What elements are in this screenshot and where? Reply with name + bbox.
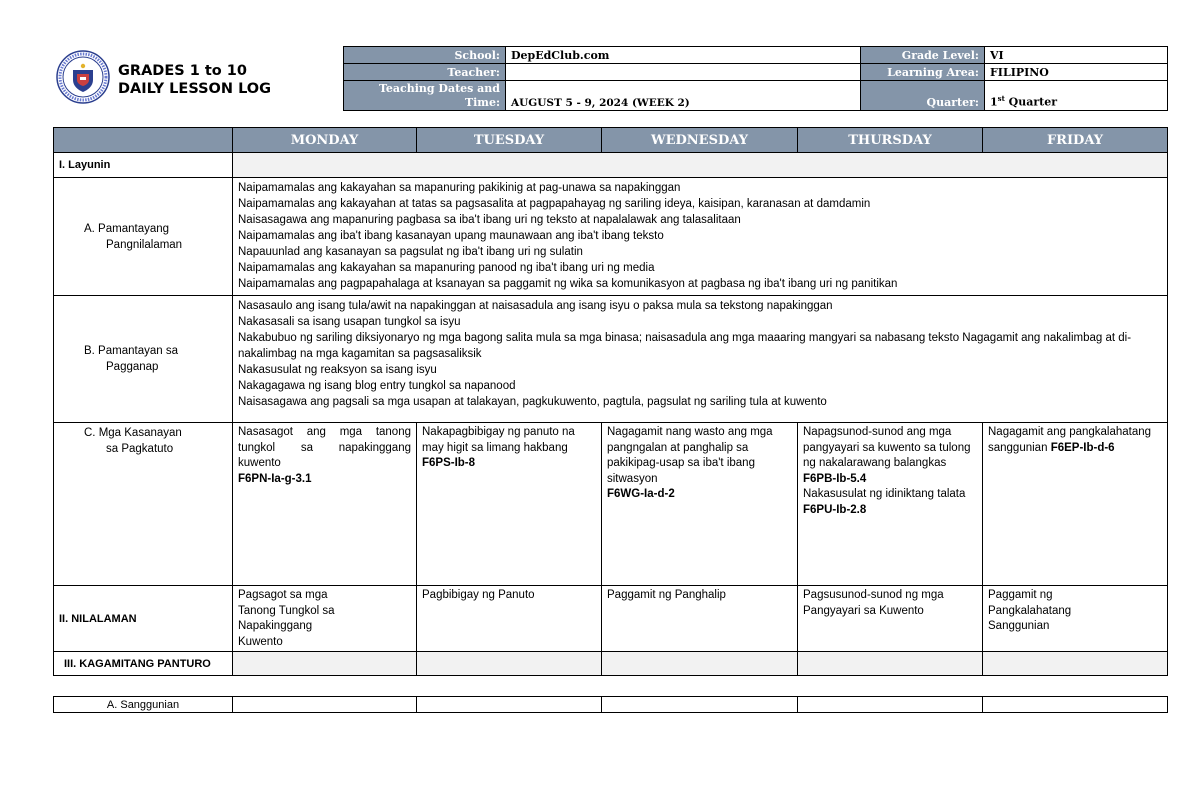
kagamitan-row xyxy=(54,652,1168,676)
day-header-monday: MONDAY xyxy=(233,128,417,153)
day-header-wednesday: WEDNESDAY xyxy=(602,128,798,153)
pamantayang-item: Naipamamalas ang kakayahan sa mapanuring panood ng iba't ibang uri ng media xyxy=(238,262,655,274)
kasanayan-tuesday xyxy=(417,423,602,586)
pagganap-item: Nakagagawa ng isang blog entry tungkol sa napanood xyxy=(238,380,516,392)
kasanayan-label xyxy=(54,423,233,586)
kasanayan-monday-code: F6PN-Ia-g-3.1 xyxy=(238,472,312,485)
pagganap-item: Naisasagawa ang pagsali sa mga usapan at talakayan, pagkukuwento, pagtula, pagsulat ng sariling tula at kuwento xyxy=(238,396,827,408)
sanggunian-wednesday xyxy=(602,697,798,713)
layunin-label: I. Layunin xyxy=(54,153,233,178)
pagganap-item: Nasasaulo ang isang tula/awit na napakinggan at naisasadula ang isang isyu o paksa mula sa tekstong napakinggan xyxy=(238,300,833,312)
nilalaman-tuesday: Pagbibigay ng Panuto xyxy=(417,586,602,652)
daily-lesson-log-table xyxy=(53,127,1168,676)
grade-level-label: Grade Level: xyxy=(861,47,985,64)
teaching-dates-label-line1: Teaching Dates and xyxy=(378,81,500,95)
pamantayang-item: Naisasagawa ang mapanuring pagbasa sa iba't ibang uri ng teksto at napalalawak ang talasalitaan xyxy=(238,214,741,226)
kasanayan-label-line1: C. Mga Kasanayan xyxy=(84,427,182,439)
kasanayan-label-line2: sa Pagkatuto xyxy=(106,443,174,455)
kagamitan-tuesday xyxy=(417,652,602,676)
kasanayan-monday xyxy=(233,423,417,586)
quarter-number: 1 xyxy=(990,96,998,109)
learning-area-label: Learning Area: xyxy=(861,64,985,81)
nilalaman-label: II. NILALAMAN xyxy=(54,586,233,652)
teaching-dates-label xyxy=(344,81,506,111)
title-line-2: DAILY LESSON LOG xyxy=(118,81,272,97)
nilalaman-monday: Pagsagot sa mga Tanong Tungkol sa Napakinggang Kuwento xyxy=(233,586,417,652)
kagamitan-thursday xyxy=(798,652,983,676)
kasanayan-tuesday-text: Nakapagbibigay ng panuto na may higit sa limang hakbang xyxy=(422,426,575,454)
nilalaman-thursday: Pagsusunod-sunod ng mga Pangyayari sa Kuwento xyxy=(798,586,983,652)
pagganap-item: Nakasasali sa isang usapan tungkol sa isyu xyxy=(238,316,461,328)
kasanayan-wednesday xyxy=(602,423,798,586)
teacher-value xyxy=(506,64,861,81)
pagganap-item: Nakabubuo ng sariling diksiyonaryo ng mga bagong salita mula sa mga binasa; naisasadula ang mga maaaring mangyari sa nabasang teksto Nagagamit ang nakalimbag at di-nakalimbag na mga kagamitan sa pagsasaliksik xyxy=(238,332,1132,360)
school-info-table xyxy=(343,46,1168,111)
pamantayan-pagganap-label xyxy=(54,296,233,423)
nilalaman-wednesday: Paggamit ng Panghalip xyxy=(602,586,798,652)
pagganap-item: Nakasusulat ng reaksyon sa isang isyu xyxy=(238,364,437,376)
quarter-label: Quarter: xyxy=(861,81,985,111)
quarter-value xyxy=(985,81,1168,111)
kasanayan-tuesday-code: F6PS-Ib-8 xyxy=(422,457,476,469)
deped-seal-icon xyxy=(56,50,110,104)
sanggunian-tuesday xyxy=(417,697,602,713)
pamantayang-pangnilalaman-row xyxy=(54,178,1168,296)
pamantayan-pagganap-row xyxy=(54,296,1168,423)
pamantayang-item: Naipamamalas ang kakayahan sa mapanuring pakikinig at pag-unawa sa napakinggan xyxy=(238,182,681,194)
day-header-blank xyxy=(54,128,233,153)
grade-level-value: VI xyxy=(985,47,1168,64)
teacher-label: Teacher: xyxy=(344,64,506,81)
kasanayan-row xyxy=(54,423,1168,586)
pamantayang-label-line2: Pangnilalaman xyxy=(106,238,183,251)
layunin-row xyxy=(54,153,1168,178)
kasanayan-thursday-text2: Nakasusulat ng idiniktang talata xyxy=(803,488,966,500)
pamantayan-pagganap-content xyxy=(233,296,1168,423)
kagamitan-wednesday xyxy=(602,652,798,676)
pamantayang-item: Naipamamalas ang pagpapahalaga at ksanayan sa paggamit ng wika sa komunikasyon at pagbasa ng iba't ibang uri ng panitikan xyxy=(238,278,898,290)
pamantayang-item: Naipamamalas ang kakayahan at tatas sa pagsasalita at pagpapahayag ng sariling ideya, kaisipan, karanasan at damdamin xyxy=(238,198,871,210)
sanggunian-label: A. Sanggunian xyxy=(54,697,233,713)
quarter-text: Quarter xyxy=(1004,96,1058,109)
learning-area-value: FILIPINO xyxy=(985,64,1168,81)
kagamitan-friday xyxy=(983,652,1168,676)
sanggunian-monday xyxy=(233,697,417,713)
kagamitan-label: III. KAGAMITANG PANTURO xyxy=(54,652,233,676)
day-header-tuesday: TUESDAY xyxy=(417,128,602,153)
kasanayan-monday-text: Nasasagot ang mga tanong tungkol sa napakinggang kuwento xyxy=(238,426,411,469)
school-value: DepEdClub.com xyxy=(506,47,861,64)
sanggunian-table xyxy=(53,696,1168,713)
quarter-suffix: st xyxy=(997,94,1005,104)
kasanayan-friday xyxy=(983,423,1168,586)
school-label: School: xyxy=(344,47,506,64)
sanggunian-row xyxy=(54,697,1168,713)
pagganap-label-line2: Pagganap xyxy=(106,361,159,373)
pamantayang-item: Napauunlad ang kasanayan sa pagsulat ng iba't ibang uri ng sulatin xyxy=(238,246,583,258)
kasanayan-wednesday-code: F6WG-Ia-d-2 xyxy=(607,488,675,500)
nilalaman-friday: Paggamit ng Pangkalahatang Sanggunian xyxy=(983,586,1168,652)
day-header-row xyxy=(54,128,1168,153)
document-title xyxy=(118,62,271,98)
kasanayan-wednesday-text: Nagagamit nang wasto ang mga pangngalan at panghalip sa pakikipag-usap sa iba't ibang sitwasyon xyxy=(607,426,773,485)
sanggunian-friday xyxy=(983,697,1168,713)
kasanayan-thursday-code2: F6PU-Ib-2.8 xyxy=(803,503,867,516)
nilalaman-row xyxy=(54,586,1168,652)
kasanayan-friday-code: F6EP-Ib-d-6 xyxy=(1050,441,1115,454)
pamantayang-pangnilalaman-label xyxy=(54,178,233,296)
pamantayang-item: Naipamamalas ang iba't ibang kasanayan upang maunawaan ang iba't ibang teksto xyxy=(238,230,664,242)
teaching-dates-label-line2: Time: xyxy=(464,95,500,109)
pamantayang-label-line1: A. Pamantayang xyxy=(84,222,170,235)
teaching-dates-value: AUGUST 5 - 9, 2024 (WEEK 2) xyxy=(506,81,861,111)
day-header-friday: FRIDAY xyxy=(983,128,1168,153)
layunin-content xyxy=(233,153,1168,178)
day-header-thursday: THURSDAY xyxy=(798,128,983,153)
kasanayan-thursday-code1: F6PB-Ib-5.4 xyxy=(803,472,867,485)
title-line-1: GRADES 1 to 10 xyxy=(118,63,247,79)
kasanayan-friday-text: Nagagamit ang pangkalahatang sanggunian xyxy=(988,426,1152,454)
kasanayan-thursday xyxy=(798,423,983,586)
kagamitan-monday xyxy=(233,652,417,676)
kasanayan-thursday-text1: Napagsunod-sunod ang mga pangyayari sa kuwento sa tulong ng nakalarawang balangkas xyxy=(803,426,971,469)
pagganap-label-line1: B. Pamantayan sa xyxy=(84,345,178,357)
pamantayang-pangnilalaman-content xyxy=(233,178,1168,296)
sanggunian-thursday xyxy=(798,697,983,713)
